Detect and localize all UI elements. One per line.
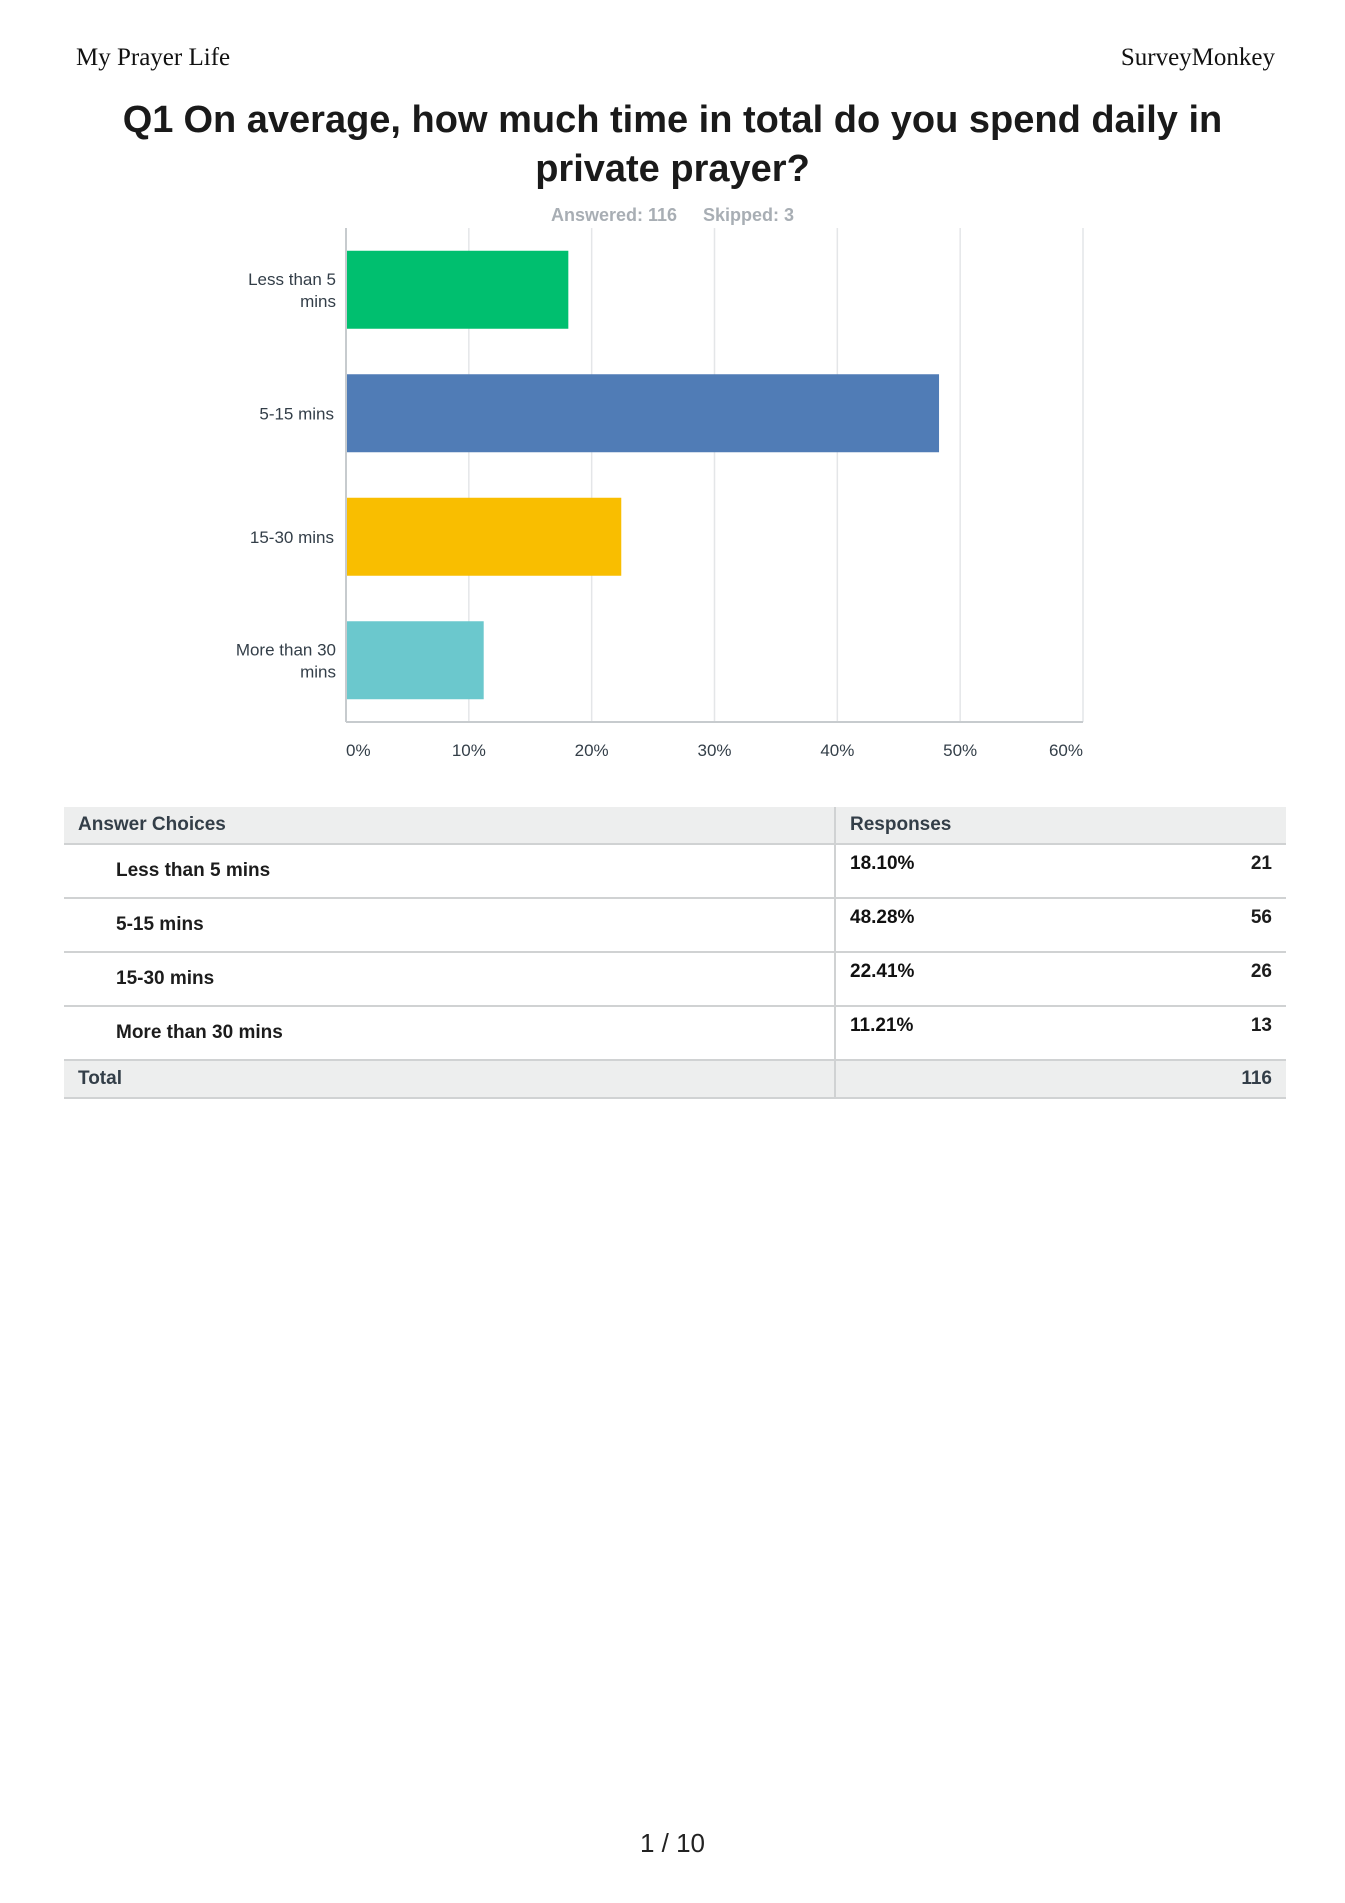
page-indicator: 1 / 10 (639, 1828, 706, 1858)
x-tick-label: 30% (697, 741, 732, 760)
table-row (64, 1006, 1286, 1060)
response-percent-cell: 11.21% (835, 1006, 1024, 1060)
response-count-cell: 21 (1024, 844, 1286, 898)
total-label: Total (64, 1060, 835, 1098)
x-tick-label: 0% (346, 741, 371, 760)
table-header-row (64, 807, 1286, 844)
header-responses: Responses (835, 807, 1286, 844)
answer-choice-cell: Less than 5 mins (64, 844, 835, 898)
table-row (64, 844, 1286, 898)
category-label: Less than 5 (248, 269, 336, 289)
category-label: mins (300, 662, 336, 682)
answer-choice-cell: 5-15 mins (64, 898, 835, 952)
x-tick-label: 40% (820, 741, 855, 760)
x-tick-label: 10% (451, 741, 486, 760)
bar (347, 498, 621, 576)
x-tick-label: 20% (574, 741, 609, 760)
skipped-count: Skipped: 3 (703, 205, 795, 225)
category-label: 15-30 mins (249, 527, 334, 547)
response-count-cell: 56 (1024, 898, 1286, 952)
responses-table (64, 807, 1286, 1099)
response-percent-cell: 18.10% (835, 844, 1024, 898)
category-label: 5-15 mins (259, 404, 334, 424)
table-row (64, 952, 1286, 1006)
table-total-row (64, 1060, 1286, 1098)
response-count-cell: 13 (1024, 1006, 1286, 1060)
response-count-cell: 26 (1024, 952, 1286, 1006)
header-answer-choices: Answer Choices (64, 807, 835, 844)
bar (347, 251, 568, 329)
answer-choice-cell: 15-30 mins (64, 952, 835, 1006)
response-percent-cell: 22.41% (835, 952, 1024, 1006)
answered-count: Answered: 116 (550, 205, 678, 225)
answer-choice-cell: More than 30 mins (64, 1006, 835, 1060)
table-body (64, 844, 1286, 1060)
question-text: On average, how much time in total do you spend daily in private prayer? (183, 99, 1223, 190)
category-label: mins (300, 291, 336, 311)
question-number: Q1 (122, 99, 174, 141)
total-value: 116 (1024, 1060, 1286, 1098)
total-spacer (835, 1060, 1024, 1098)
report-title: My Prayer Life (76, 44, 231, 71)
table-row (64, 898, 1286, 952)
category-label: More than 30 (235, 640, 336, 660)
response-percent-cell: 48.28% (835, 898, 1024, 952)
bar-chart (0, 0, 1345, 780)
bar (347, 621, 484, 699)
bar (347, 374, 939, 452)
provider-name: SurveyMonkey (1120, 44, 1275, 71)
x-tick-label: 50% (943, 741, 978, 760)
x-tick-label: 60% (1048, 741, 1083, 760)
